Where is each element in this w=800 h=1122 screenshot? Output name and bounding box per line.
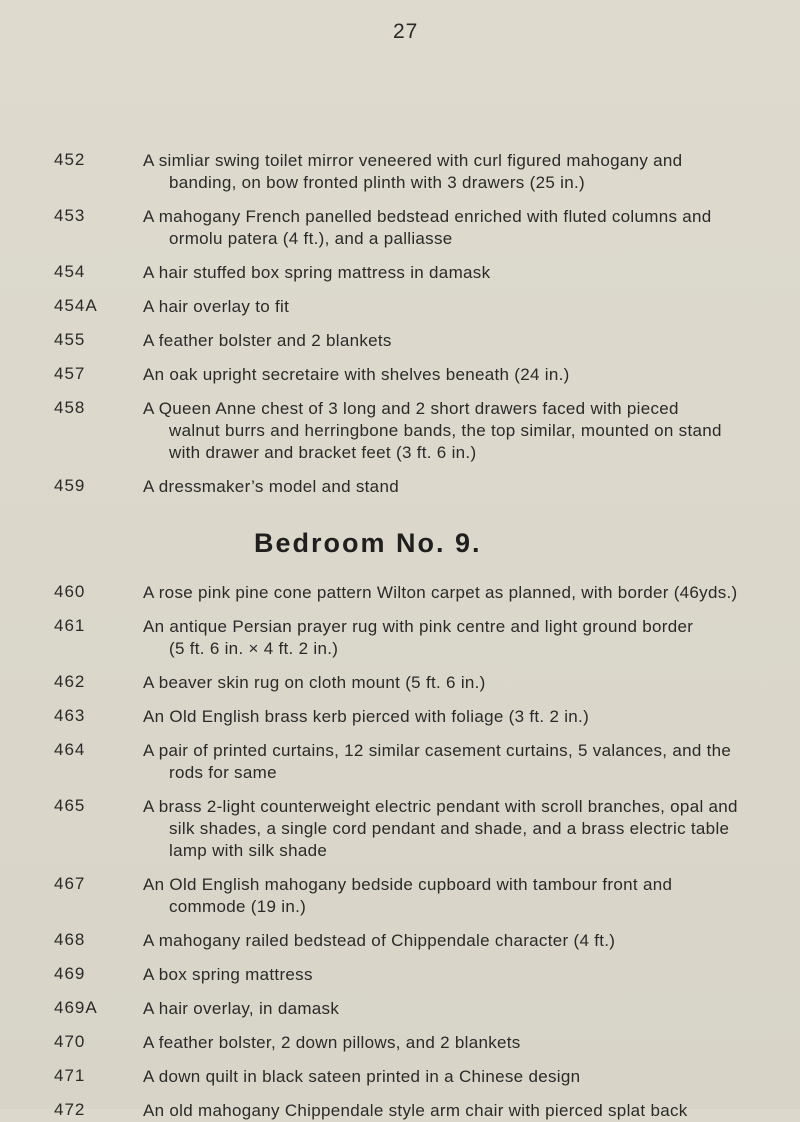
- lot-number: 454A: [54, 296, 98, 315]
- lot-description: A Queen Anne chest of 3 long and 2 short drawers faced with pieced walnut burrs and herringbone bands, the top similar, mounted on stand with drawer and bracket feet (3 ft. 6 in.): [143, 399, 722, 462]
- lot-number: 461: [54, 616, 86, 635]
- lot-number: 453: [54, 206, 86, 225]
- lot-description: A mahogany French panelled bedstead enriched with fluted columns and ormolu patera (4 ft.), and a palliasse: [143, 207, 712, 248]
- lot-description: A mahogany railed bedstead of Chippendale character (4 ft.): [143, 931, 616, 950]
- lot-description: An Old English brass kerb pierced with foliage (3 ft. 2 in.): [143, 707, 590, 726]
- lot-number: 467: [54, 874, 86, 893]
- lot-description: A feather bolster, 2 down pillows, and 2 blankets: [143, 1033, 521, 1052]
- lot-description: An old mahogany Chippendale style arm chair with pierced splat back: [143, 1101, 688, 1120]
- lot-number: 468: [54, 930, 86, 949]
- lot-number: 470: [54, 1032, 86, 1051]
- lot-number: 472: [54, 1100, 86, 1119]
- lot-number: 465: [54, 796, 86, 815]
- lot-number: 462: [54, 672, 86, 691]
- lot-number: 463: [54, 706, 86, 725]
- lot-description: A box spring mattress: [143, 965, 313, 984]
- lot-description: A simliar swing toilet mirror veneered with curl figured mahogany and banding, on bow fronted plinth with 3 drawers (25 in.): [143, 151, 683, 192]
- lot-number: 452: [54, 150, 86, 169]
- lot-number: 464: [54, 740, 86, 759]
- lot-description: A hair stuffed box spring mattress in damask: [143, 263, 491, 282]
- lot-description: An antique Persian prayer rug with pink centre and light ground border (5 ft. 6 in. × 4 ft. 2 in.): [143, 617, 694, 658]
- lot-description: A feather bolster and 2 blankets: [143, 331, 392, 350]
- lot-number: 471: [54, 1066, 86, 1085]
- lot-description: A beaver skin rug on cloth mount (5 ft. 6 in.): [143, 673, 486, 692]
- lot-description: A hair overlay to fit: [143, 297, 290, 316]
- lot-number: 457: [54, 364, 86, 383]
- lot-number: 469: [54, 964, 86, 983]
- lot-number: 460: [54, 582, 86, 601]
- lot-number: 469A: [54, 998, 98, 1017]
- lot-description: An Old English mahogany bedside cupboard with tambour front and commode (19 in.): [143, 875, 673, 916]
- lot-number: 454: [54, 262, 86, 281]
- lot-description: A pair of printed curtains, 12 similar casement curtains, 5 valances, and the rods for same: [143, 741, 732, 782]
- lot-description: A hair overlay, in damask: [143, 999, 340, 1018]
- lot-description: An oak upright secretaire with shelves beneath (24 in.): [143, 365, 570, 384]
- section-heading: Bedroom No. 9.: [254, 528, 482, 558]
- lot-number: 458: [54, 398, 86, 417]
- lot-number: 455: [54, 330, 86, 349]
- lot-description: A rose pink pine cone pattern Wilton carpet as planned, with border (46yds.): [143, 583, 738, 602]
- lot-number: 459: [54, 476, 86, 495]
- lot-description: A brass 2-light counterweight electric pendant with scroll branches, opal and silk shades, a single cord pendant and shade, and a brass electric table lamp with silk shade: [143, 797, 738, 860]
- page-number: 27: [393, 20, 419, 43]
- lot-description: A dressmaker’s model and stand: [143, 477, 399, 496]
- lot-description: A down quilt in black sateen printed in a Chinese design: [143, 1067, 581, 1086]
